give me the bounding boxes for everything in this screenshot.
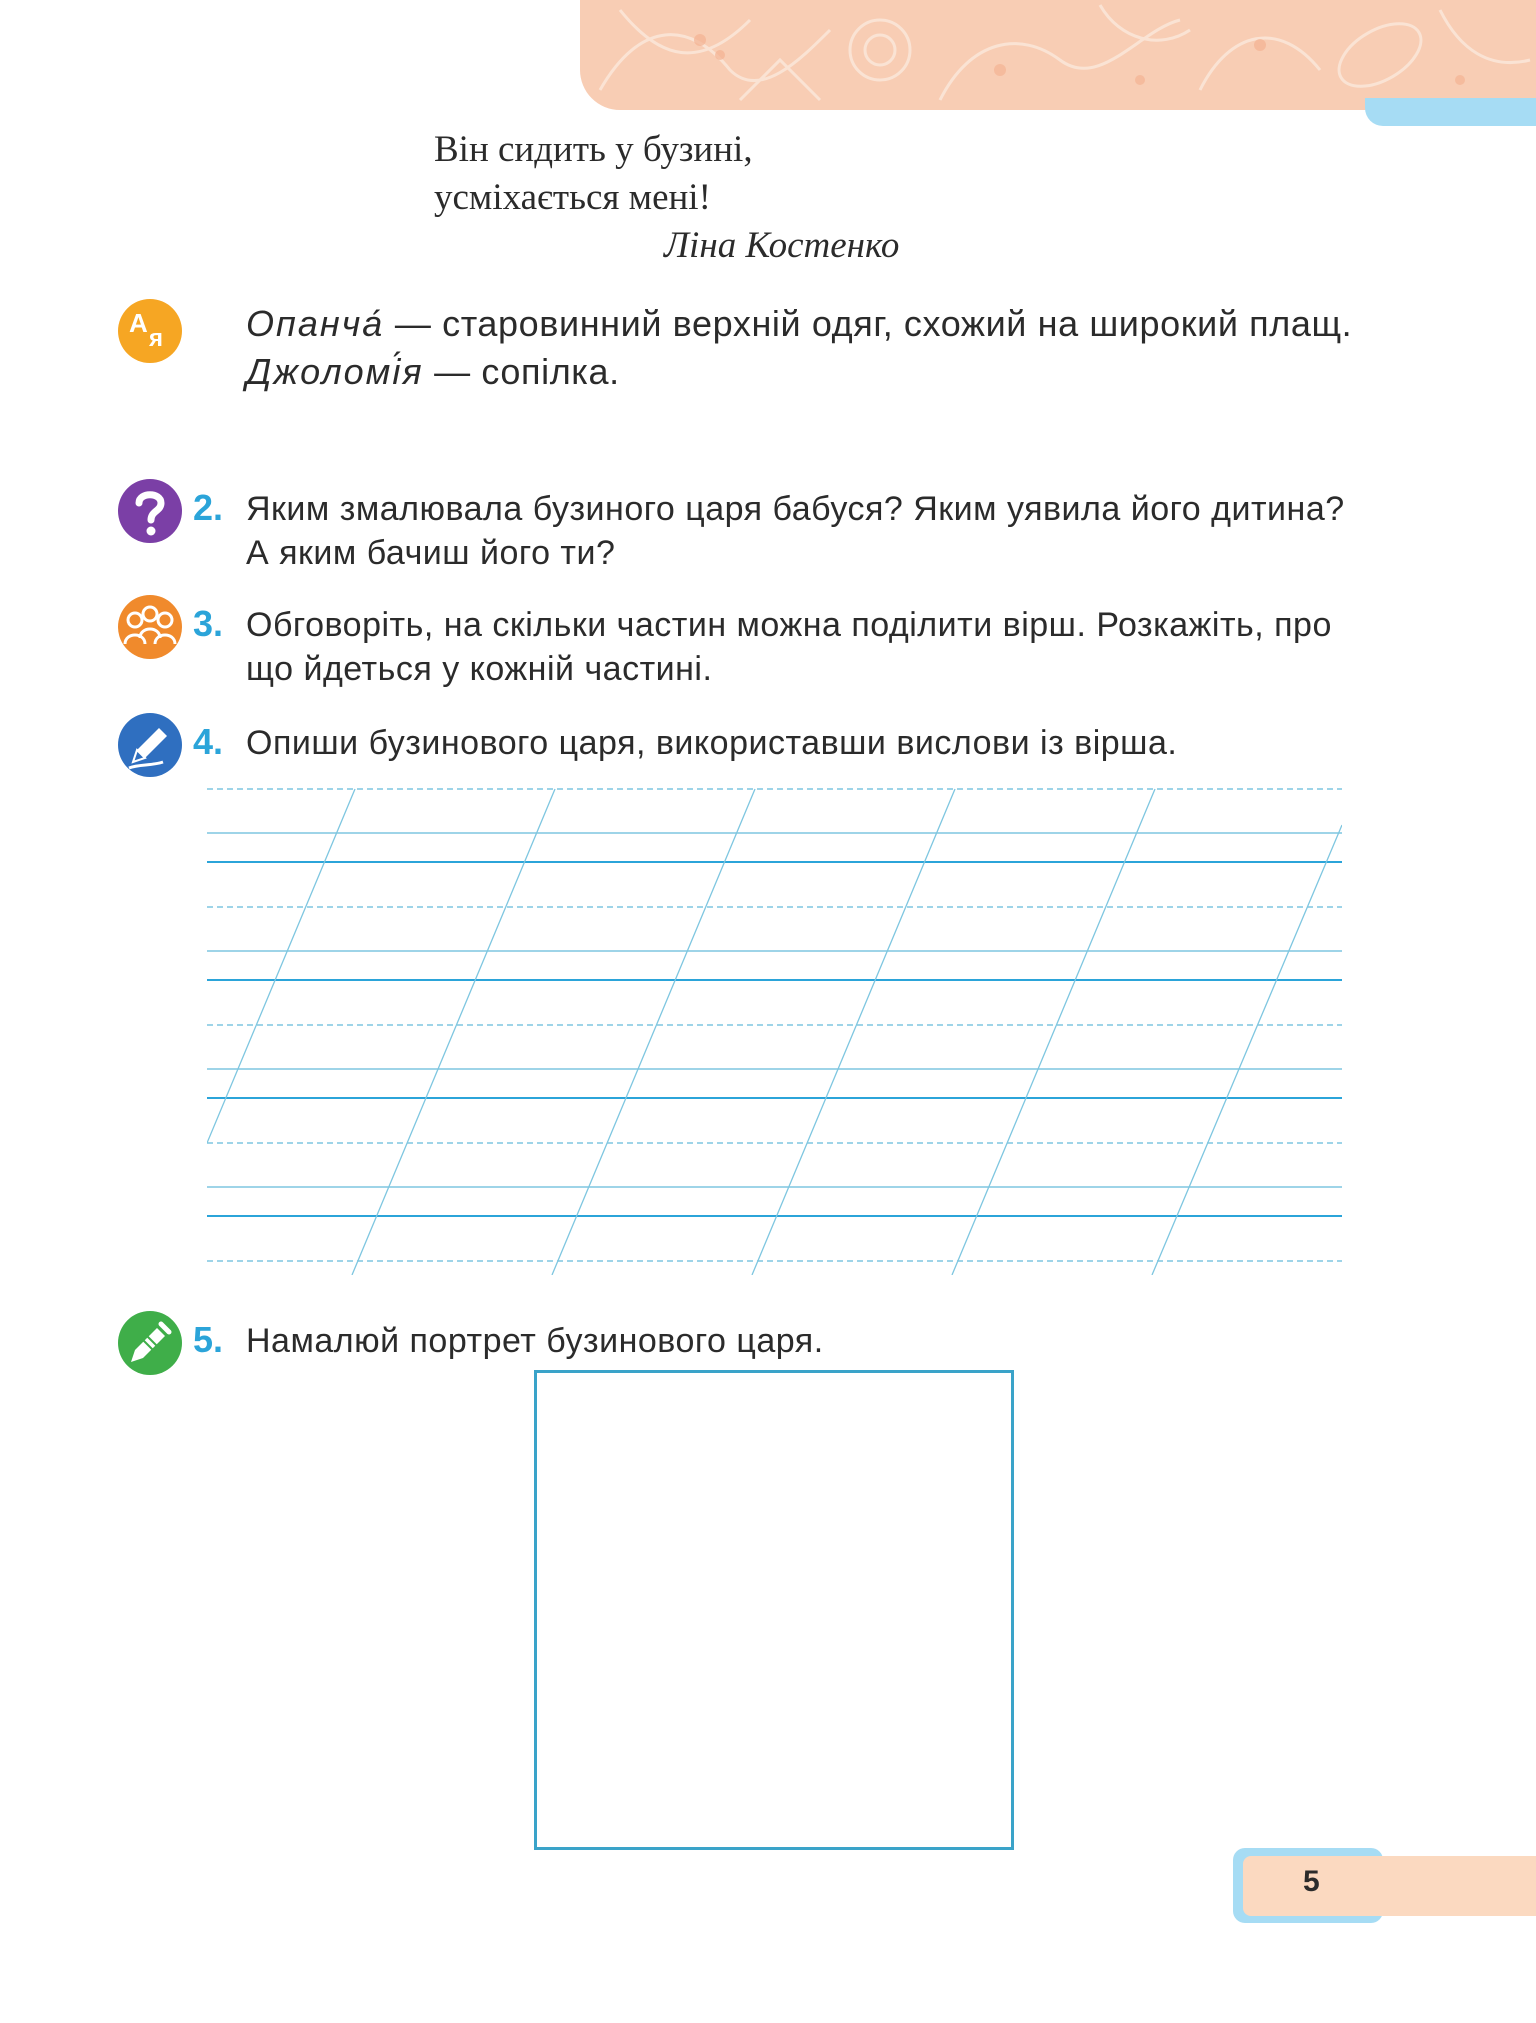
header-tab-accent <box>1365 98 1536 126</box>
page-tab <box>1243 1856 1536 1916</box>
task-number: 2. <box>193 487 224 528</box>
pencil-write-icon <box>117 712 183 778</box>
page-number: 5 <box>1303 1865 1320 1898</box>
question-icon <box>117 478 183 544</box>
poem-excerpt <box>434 126 899 270</box>
ornament-pattern <box>580 0 1536 110</box>
glossary-entry <box>246 300 1356 348</box>
glossary-definition: — старовинний верхній одяг, схожий на широкий плащ. <box>384 303 1353 344</box>
glossary-entry <box>246 348 1356 396</box>
glossary-icon <box>117 298 183 364</box>
task-text: Опиши бузинового царя, використавши вислови із вірша. <box>246 724 1178 762</box>
task-number: 4. <box>193 721 224 762</box>
task-text: Яким змалювала бузиного царя бабуся? Яким уявила його дитина? А яким бачиш його ти? <box>246 490 1345 572</box>
task-number: 3. <box>193 603 224 644</box>
glossary-definition: — сопілка. <box>423 351 620 392</box>
handwriting-lines[interactable] <box>207 785 1342 1275</box>
pencil-draw-icon <box>117 1310 183 1376</box>
task-number: 5. <box>193 1319 224 1360</box>
glossary <box>246 300 1356 396</box>
task-text: Намалюй портрет бузинового царя. <box>246 1322 824 1360</box>
task-text: Обговоріть, на скільки частин можна поділити вірш. Розкажіть, про що йдеться у кожній частині. <box>246 606 1332 688</box>
poem-author: Ліна Костенко <box>664 225 900 266</box>
poem-line: Він сидить у бузині, <box>434 129 753 170</box>
header-ornament-banner <box>580 0 1536 110</box>
poem-line: усміхається мені! <box>434 177 711 218</box>
drawing-area[interactable] <box>534 1370 1014 1850</box>
glossary-term: Опанча́ <box>246 303 385 344</box>
svg-text:А: А <box>129 308 148 338</box>
glossary-term: Джоломі́я <box>246 351 424 392</box>
svg-text:я: я <box>149 325 164 352</box>
group-discussion-icon <box>117 594 183 660</box>
